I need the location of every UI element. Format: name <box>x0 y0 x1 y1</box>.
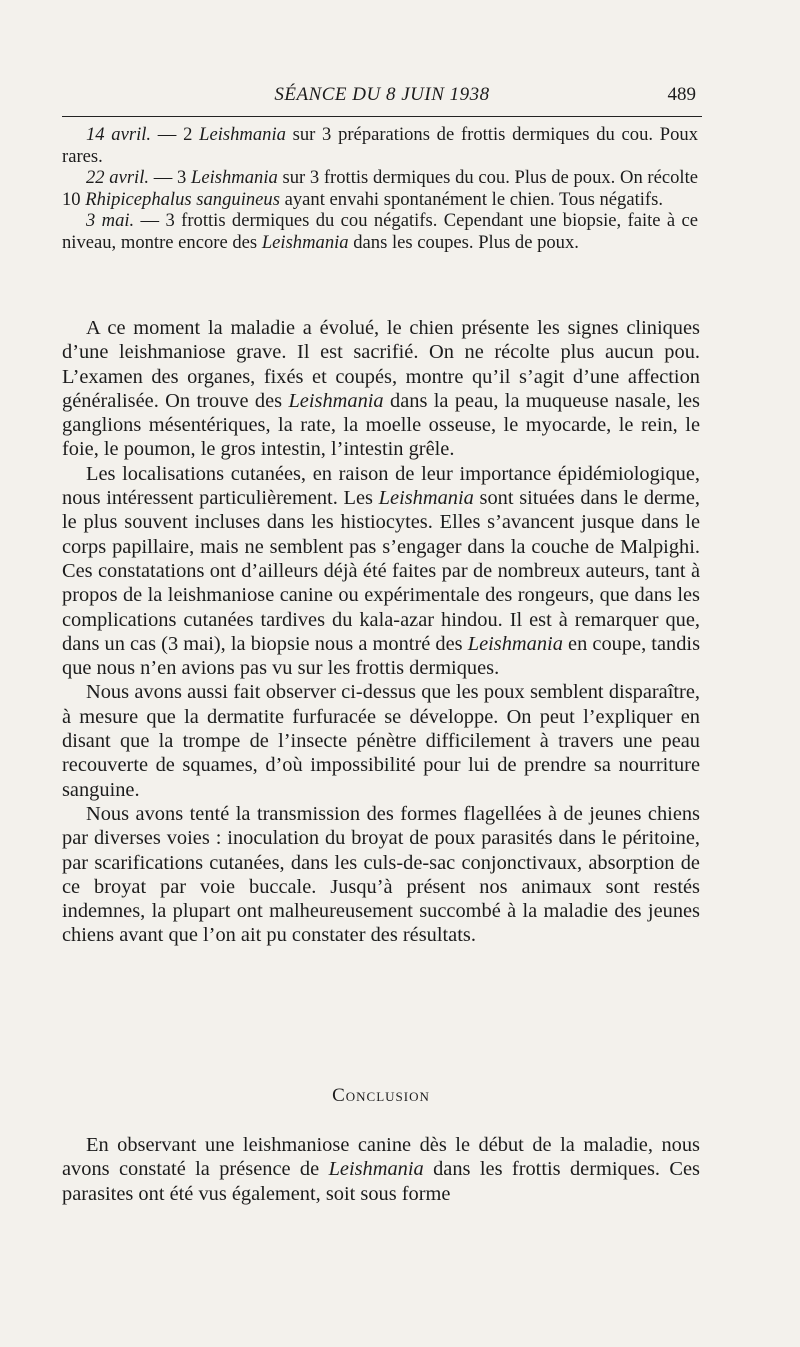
paragraph: Les localisations cutanées, en raison de leur importance épidémiologique, nous intéressent particulièrement. Les Leishmania sont situées dans le derme, le plus souvent incluses dans les histiocytes. Elles s’avancent jusque dans le corps papillaire, mais ne semblent pas s’engager dans la couche de Malpighi. Ces constatations ont d’ailleurs déjà été faites par de nombreux auteurs, tant à propos de la leishmaniose canine ou expérimentale des rongeurs, que dans les complications cutanées tardives du kala-azar hindou. Il est à remarquer que, dans un cas (3 mai), la biopsie nous a montré des Leishmania en coupe, tandis que nous n’en avions pas vu sur les frottis dermiques. <box>62 462 701 680</box>
paragraph: Nous avons tenté la transmission des formes flagellées à de jeunes chiens par diverses voies : inoculation du broyat de poux parasités dans le péritoine, par scarifications cutanées, dans les culs-de-sac conjonctivaux, absorption de ce broyat par voie buccale. Jusqu’à présent nos animaux sont restés indemnes, la plupart ont malheureusement succombé à la maladie des jeunes chiens avant que l’on ait pu constater des résultats. <box>62 802 700 947</box>
dated-notes <box>62 124 698 253</box>
note-date: 3 mai. <box>86 210 135 231</box>
note-entry: 3 mai. — 3 frottis dermiques du cou négatifs. Cependant une biopsie, faite à ce niveau, montre encore des Leishmania dans les coupes. Plus de poux. <box>62 210 699 253</box>
body-text <box>62 316 700 948</box>
note-date: 22 avril. <box>86 167 150 188</box>
paragraph: Nous avons aussi fait observer ci-dessus que les poux semblent disparaître, à mesure que la dermatite furfuracée se développe. On peut l’expliquer en disant que la trompe de l’insecte pénètre difficilement à travers une peau recouverte de squames, d’où impossibilité pour lui de prendre sa nourriture sanguine. <box>62 681 700 801</box>
paragraph: A ce moment la maladie a évolué, le chien présente les signes cliniques d’une leishmaniose grave. Il est sacrifié. On ne récolte plus aucun pou. L’examen des organes, fixés et coupés, montre qu’il s’agit d’une affection généralisée. On trouve des Leishmania dans la peau, la muqueuse nasale, les ganglions mésentériques, la rate, la moelle osseuse, le myocarde, le rein, le foie, le poumon, le gros intestin, l’intestin grêle. <box>62 317 700 461</box>
note-date: 14 avril. <box>86 124 152 145</box>
page-number: 489 <box>667 84 696 105</box>
paragraph: En observant une leishmaniose canine dès le début de la maladie, nous avons constaté la présence de Leishmania dans les frottis dermiques. Ces parasites ont été vus également, soit sous forme <box>62 1134 700 1205</box>
note-entry: 14 avril. — 2 Leishmania sur 3 préparations de frottis dermiques du cou. Poux rares. <box>62 124 698 167</box>
note-entry: 22 avril. — 3 Leishmania sur 3 frottis dermiques du cou. Plus de poux. On récolte 10 Rhipicephalus sanguineus ayant envahi spontanément le chien. Tous négatifs. <box>62 167 698 210</box>
page-header <box>62 84 702 114</box>
section-heading: Conclusion <box>332 1085 430 1106</box>
running-title: SÉANCE DU 8 JUIN 1938 <box>274 84 490 105</box>
conclusion-text <box>62 1133 700 1206</box>
header-rule <box>62 116 702 117</box>
